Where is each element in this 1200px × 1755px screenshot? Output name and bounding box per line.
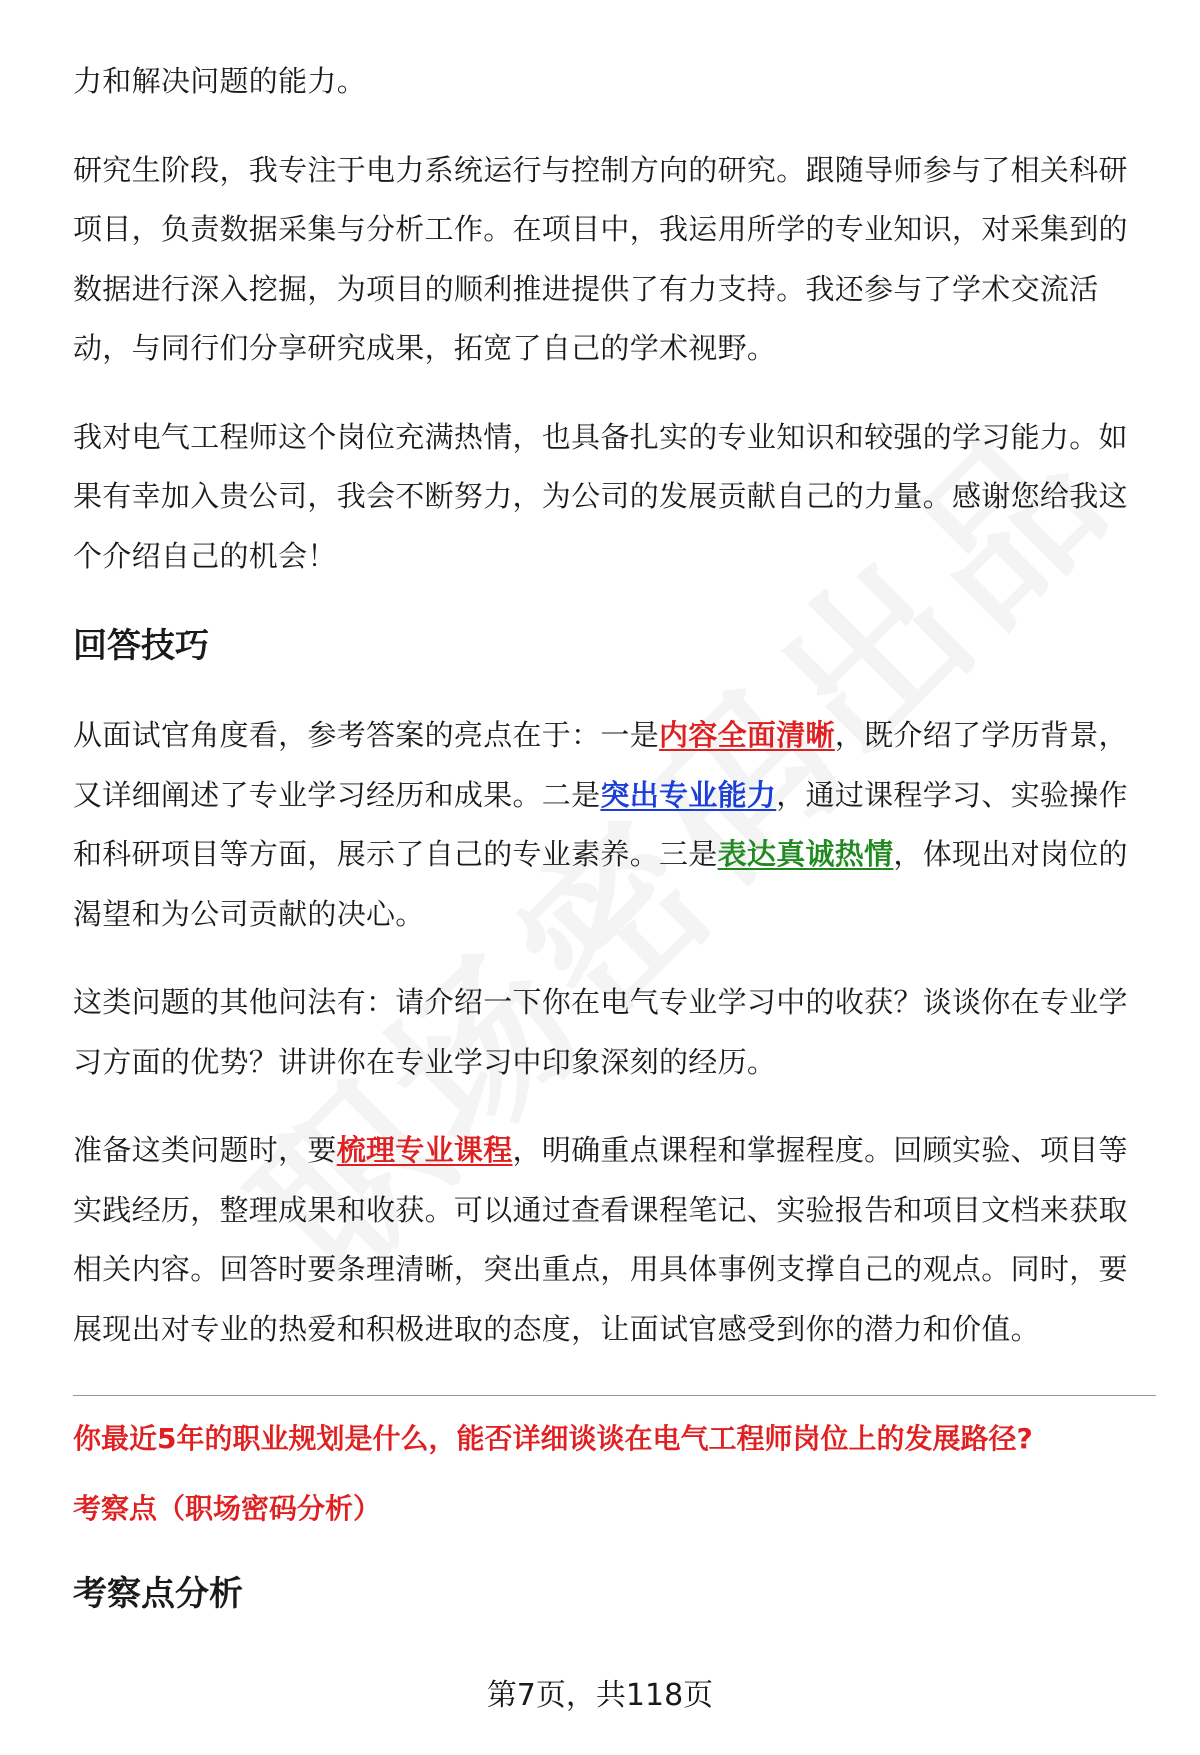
next-question-subtitle: 考察点（职场密码分析） <box>73 1492 382 1525</box>
paragraph-continuation: 力和解决问题的能力。 <box>73 64 367 98</box>
section-heading-tips: 回答技巧 <box>73 626 209 666</box>
text-segment: ，明确重点课程和掌握程度。回顾实验、项目等实践经历，整理成果和收获。可以通过查看课程笔记、实验报告和项目文档来获取相关内容。回答时要条理清晰，突出重点，用具体事例支撑自己的观点。同时，要展现出对专业的热爱和积极进取的态度，让面试官感受到你的潜力和价值。 <box>73 1133 1128 1346</box>
highlight-green: 表达真诚热情 <box>717 837 894 871</box>
paragraph-graduate-research: 研究生阶段，我专注于电力系统运行与控制方向的研究。跟随导师参与了相关科研项目，负责数据采集与分析工作。在项目中，我运用所学的专业知识，对采集到的数据进行深入挖掘，为项目的顺利推进提供了有力支持。我还参与了学术交流活动，与同行们分享研究成果，拓宽了自己的学术视野。 <box>73 152 1128 365</box>
section-divider <box>73 1395 1156 1396</box>
text-segment: ，体现出对岗位的渴望和为公司贡献的决心。 <box>73 837 1128 931</box>
text-segment: ，通过课程学习、实验操作和科研项目等方面，展示了自己的专业素养。三是 <box>73 777 1128 871</box>
text-segment: 从面试官角度看，参考答案的亮点在于：一是 <box>73 718 660 752</box>
paragraph-preparation <box>73 1121 1153 1359</box>
page-number: 第7页，共118页 <box>486 1678 714 1713</box>
paragraph-alternative-questions: 这类问题的其他问法有：请介绍一下你在电气专业学习中的收获？谈谈你在专业学习方面的优势？讲讲你在专业学习中印象深刻的经历。 <box>73 985 1128 1079</box>
highlight-red: 内容全面清晰 <box>659 718 835 752</box>
highlight-blue: 突出专业能力 <box>600 777 777 812</box>
document-content <box>73 52 1153 1634</box>
section-heading-analysis: 考察点分析 <box>73 1574 243 1614</box>
text-segment: 准备这类问题时，要 <box>73 1133 337 1167</box>
paragraph-tips-highlights <box>73 706 1153 944</box>
next-question-title: 你最近5年的职业规划是什么，能否详细谈谈在电气工程师岗位上的发展路径? <box>73 1422 1033 1455</box>
paragraph-closing: 我对电气工程师这个岗位充满热情，也具备扎实的专业知识和较强的学习能力。如果有幸加入贵公司，我会不断努力，为公司的发展贡献自己的力量。感谢您给我这个介绍自己的机会！ <box>73 419 1128 573</box>
highlight-red: 梳理专业课程 <box>336 1133 513 1167</box>
text-segment: ，既介绍了学历背景，又详细阐述了专业学习经历和成果。二是 <box>73 718 1128 812</box>
